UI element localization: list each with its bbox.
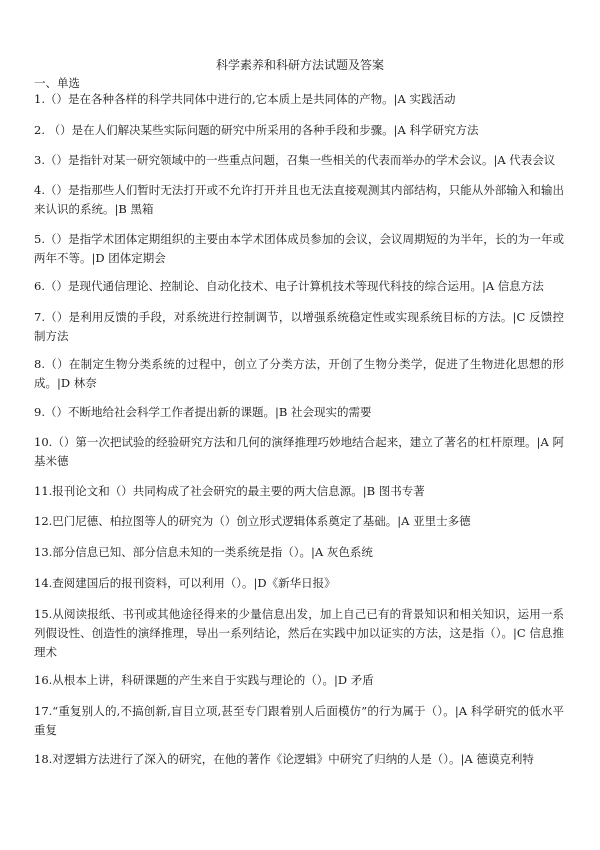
question-11: 11.报刊论文和（）共同构成了社会研究的最主要的两大信息源。|B 图书专著: [34, 484, 425, 498]
question-14: 14.查阅建国后的报刊资料，可以利用（）。|D《新华日报》: [34, 576, 336, 590]
question-13: 13.部分信息已知、部分信息未知的一类系统是指（）。|A 灰色系统: [34, 545, 373, 559]
question-1: 1.（）是在各种各样的科学共同体中进行的,它本质上是共同体的产物。|A 实践活动: [34, 92, 456, 106]
question-7: 7.（）是利用反馈的手段，对系统进行控制调节，以增强系统稳定性或实现系统目标的方法。|C 反馈控制方法: [34, 310, 564, 343]
section-heading: 一、单选: [34, 76, 80, 90]
question-2: 2. （）是在人们解决某些实际问题的研究中所采用的各种手段和步骤。|A 科学研究方法: [34, 123, 479, 137]
question-12: 12.巴门尼德、柏拉图等人的研究为（）创立形式逻辑体系奠定了基础。|A 亚里士多德: [34, 514, 471, 528]
question-5: 5.（）是指学术团体定期组织的主要由本学术团体成员参加的会议，会议周期短的为半年，长的为一年或两年不等。|D 团体定期会: [34, 232, 564, 265]
question-16: 16.从根本上讲，科研课题的产生来自于实践与理论的（）。|D 矛盾: [34, 673, 374, 687]
question-18: 18.对逻辑方法进行了深入的研究，在他的著作《论逻辑》中研究了归纳的人是（）。|A 德谟克利特: [34, 752, 534, 766]
question-4: 4.（）是指那些人们暂时无法打开或不允许打开并且也无法直接观测其内部结构，只能从外部输入和输出来认识的系统。|B 黑箱: [34, 183, 564, 216]
question-6: 6.（）是现代通信理论、控制论、自动化技术、电子计算机技术等现代科技的综合运用。|A 信息方法: [34, 279, 544, 293]
question-3: 3.（）是指针对某一研究领域中的一些重点问题，召集一些相关的代表而举办的学术会议。|A 代表会议: [34, 153, 556, 167]
question-17: 17.“重复别人的,不搞创新,盲目立项,甚至专门跟着别人后面模仿”的行为属于（）。|A 科学研究的低水平重复: [34, 704, 564, 737]
question-10: 10.（）第一次把试验的经验研究方法和几何的演绎推理巧妙地结合起来，建立了著名的杠杆原理。|A 阿基米德: [34, 435, 564, 468]
question-9: 9.（）不断地给社会科学工作者提出新的课题。|B 社会现实的需要: [34, 405, 372, 419]
document-title: 科学素养和科研方法试题及答案: [215, 58, 384, 72]
question-8: 8.（）在制定生物分类系统的过程中，创立了分类方法，开创了生物分类学，促进了生物进化思想的形成。|D 林奈: [34, 357, 564, 390]
question-15: 15.从阅读报纸、书刊或其他途径得来的少量信息出发，加上自己已有的背景知识和相关知识，运用一系列假设性、创造性的演绎推理，导出一系列结论，然后在实践中加以证实的方法，这是指（）。|C 信息推理术: [34, 607, 564, 659]
